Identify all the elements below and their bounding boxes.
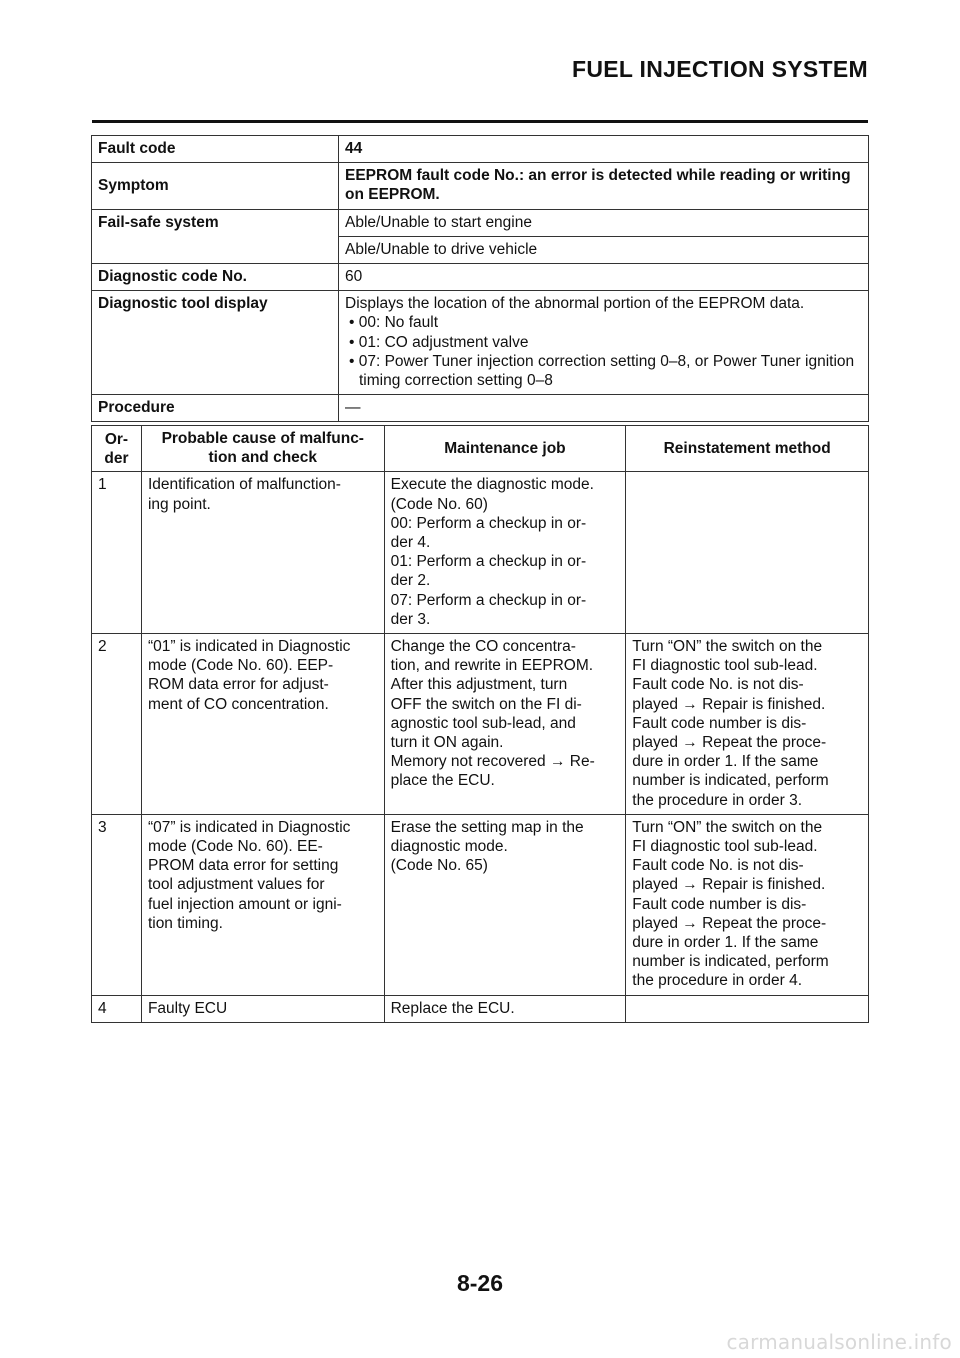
job-cell bbox=[384, 814, 626, 995]
diagnostic-tool-item: • 01: CO adjustment valve bbox=[349, 333, 529, 351]
method-cell bbox=[626, 634, 869, 815]
procedure-table-body bbox=[92, 472, 869, 1022]
fault-code-label: Fault code bbox=[92, 136, 339, 163]
method-line: the procedure in order 4. bbox=[632, 972, 803, 990]
method-line: Fault code number is dis- bbox=[632, 714, 807, 732]
job-cell bbox=[384, 634, 626, 815]
job-line: (Code No. 65) bbox=[390, 857, 488, 875]
failsafe-label: Fail-safe system bbox=[92, 209, 339, 263]
cause-line: Faulty ECU bbox=[147, 999, 228, 1017]
job-line: Memory not recovered → Re- bbox=[390, 753, 595, 771]
symptom-row bbox=[92, 163, 869, 209]
diagnostic-tool-intro: Displays the location of the abnormal portion of the EEPROM data. bbox=[345, 295, 805, 313]
table-row bbox=[92, 634, 869, 815]
order-cell: 1 bbox=[92, 472, 142, 634]
job-line: turn it ON again. bbox=[390, 734, 504, 752]
table-row bbox=[92, 814, 869, 995]
procedure-table bbox=[91, 425, 869, 1023]
diagnostic-tool-item: • 07: Power Tuner injection correction setting 0–8, or Power Tuner ignition timing correction setting 0–8 bbox=[349, 352, 855, 390]
diagnostic-tool-label: Diagnostic tool display bbox=[92, 291, 339, 395]
failsafe-value-drive: Able/Unable to drive vehicle bbox=[339, 236, 869, 263]
job-line: place the ECU. bbox=[390, 772, 495, 790]
procedure-row bbox=[92, 395, 869, 422]
job-cell bbox=[384, 472, 626, 634]
header-rule bbox=[92, 120, 868, 123]
cause-line: “01” is indicated in Diagnostic bbox=[147, 638, 351, 656]
method-line: played → Repeat the proce- bbox=[632, 734, 827, 752]
job-line: Change the CO concentra- bbox=[390, 638, 576, 656]
method-line: number is indicated, perform bbox=[632, 772, 829, 790]
method-line: dure in order 1. If the same bbox=[632, 753, 819, 771]
order-cell: 2 bbox=[92, 634, 142, 815]
diagnostic-tool-row bbox=[92, 291, 869, 395]
job-line: Replace the ECU. bbox=[390, 999, 515, 1017]
cause-line: ment of CO concentration. bbox=[147, 695, 329, 713]
order-cell: 3 bbox=[92, 814, 142, 995]
diagnostic-tool-value bbox=[339, 291, 869, 395]
job-line: diagnostic mode. bbox=[390, 838, 508, 856]
column-header-method: Reinstatement method bbox=[626, 426, 869, 472]
job-line: 00: Perform a checkup in or- bbox=[390, 514, 587, 532]
column-header-job: Maintenance job bbox=[384, 426, 626, 472]
order-cell: 4 bbox=[92, 995, 142, 1022]
method-cell bbox=[626, 472, 869, 634]
site-watermark: carmanualsonline.info bbox=[726, 1330, 952, 1354]
diagnostic-code-row bbox=[92, 264, 869, 291]
cause-cell bbox=[141, 814, 384, 995]
cause-line: mode (Code No. 60). EE- bbox=[147, 838, 323, 856]
cause-cell bbox=[141, 995, 384, 1022]
cause-cell bbox=[141, 634, 384, 815]
job-line: Execute the diagnostic mode. bbox=[390, 476, 594, 494]
cause-line: PROM data error for setting bbox=[147, 857, 339, 875]
fault-code-value: 44 bbox=[339, 136, 869, 163]
method-line: Fault code No. is not dis- bbox=[632, 676, 804, 694]
job-line: After this adjustment, turn bbox=[390, 676, 568, 694]
failsafe-value-start: Able/Unable to start engine bbox=[339, 209, 869, 236]
column-header-cause: Probable cause of malfunc-tion and check bbox=[141, 426, 384, 472]
diagnostic-code-label: Diagnostic code No. bbox=[92, 264, 339, 291]
method-line: played → Repair is finished. bbox=[632, 695, 826, 713]
job-line: 07: Perform a checkup in or- bbox=[390, 591, 587, 609]
cause-line: tool adjustment values for bbox=[147, 876, 325, 894]
symptom-label: Symptom bbox=[92, 163, 339, 209]
method-line: dure in order 1. If the same bbox=[632, 934, 819, 952]
method-line: Fault code number is dis- bbox=[632, 895, 807, 913]
procedure-header-row bbox=[92, 426, 869, 472]
job-line: (Code No. 60) bbox=[390, 495, 488, 513]
cause-line: fuel injection amount or igni- bbox=[147, 895, 342, 913]
job-cell bbox=[384, 995, 626, 1022]
fault-info-table bbox=[91, 135, 869, 422]
procedure-label: Procedure bbox=[92, 395, 339, 422]
cause-line: “07” is indicated in Diagnostic bbox=[147, 818, 351, 836]
cause-line: tion timing. bbox=[147, 914, 223, 932]
failsafe-row-1 bbox=[92, 209, 869, 236]
job-line: der 4. bbox=[390, 534, 431, 552]
diagnostic-tool-item: • 00: No fault bbox=[349, 314, 439, 332]
cause-line: mode (Code No. 60). EEP- bbox=[147, 657, 334, 675]
job-line: tion, and rewrite in EEPROM. bbox=[390, 657, 594, 675]
symptom-value: EEPROM fault code No.: an error is detected while reading or writing on EEPROM. bbox=[339, 163, 869, 209]
method-line: number is indicated, perform bbox=[632, 953, 829, 971]
method-line: Turn “ON” the switch on the bbox=[632, 818, 823, 836]
method-cell bbox=[626, 814, 869, 995]
job-line: OFF the switch on the FI di- bbox=[390, 695, 582, 713]
cause-line: ing point. bbox=[147, 495, 211, 513]
fault-code-row bbox=[92, 136, 869, 163]
method-line: played → Repair is finished. bbox=[632, 876, 826, 894]
job-line: agnostic tool sub-lead, and bbox=[390, 714, 576, 732]
job-line: der 3. bbox=[390, 610, 431, 628]
method-line: played → Repeat the proce- bbox=[632, 914, 827, 932]
page-number: 8-26 bbox=[456, 1270, 504, 1296]
job-line: Erase the setting map in the bbox=[390, 818, 584, 836]
cause-cell bbox=[141, 472, 384, 634]
table-row bbox=[92, 472, 869, 634]
method-line: FI diagnostic tool sub-lead. bbox=[632, 657, 818, 675]
method-line: Turn “ON” the switch on the bbox=[632, 638, 823, 656]
job-line: der 2. bbox=[390, 572, 431, 590]
cause-line: Identification of malfunction- bbox=[147, 476, 341, 494]
method-cell bbox=[626, 995, 869, 1022]
diagnostic-code-value: 60 bbox=[339, 264, 869, 291]
column-header-order: Or-der bbox=[92, 426, 142, 472]
table-row bbox=[92, 995, 869, 1022]
method-line: the procedure in order 3. bbox=[632, 791, 803, 809]
cause-line: ROM data error for adjust- bbox=[147, 676, 329, 694]
job-line: 01: Perform a checkup in or- bbox=[390, 553, 587, 571]
procedure-value: — bbox=[339, 395, 869, 422]
method-line: Fault code No. is not dis- bbox=[632, 857, 804, 875]
page-header-title: FUEL INJECTION SYSTEM bbox=[572, 56, 868, 82]
method-line: FI diagnostic tool sub-lead. bbox=[632, 838, 818, 856]
